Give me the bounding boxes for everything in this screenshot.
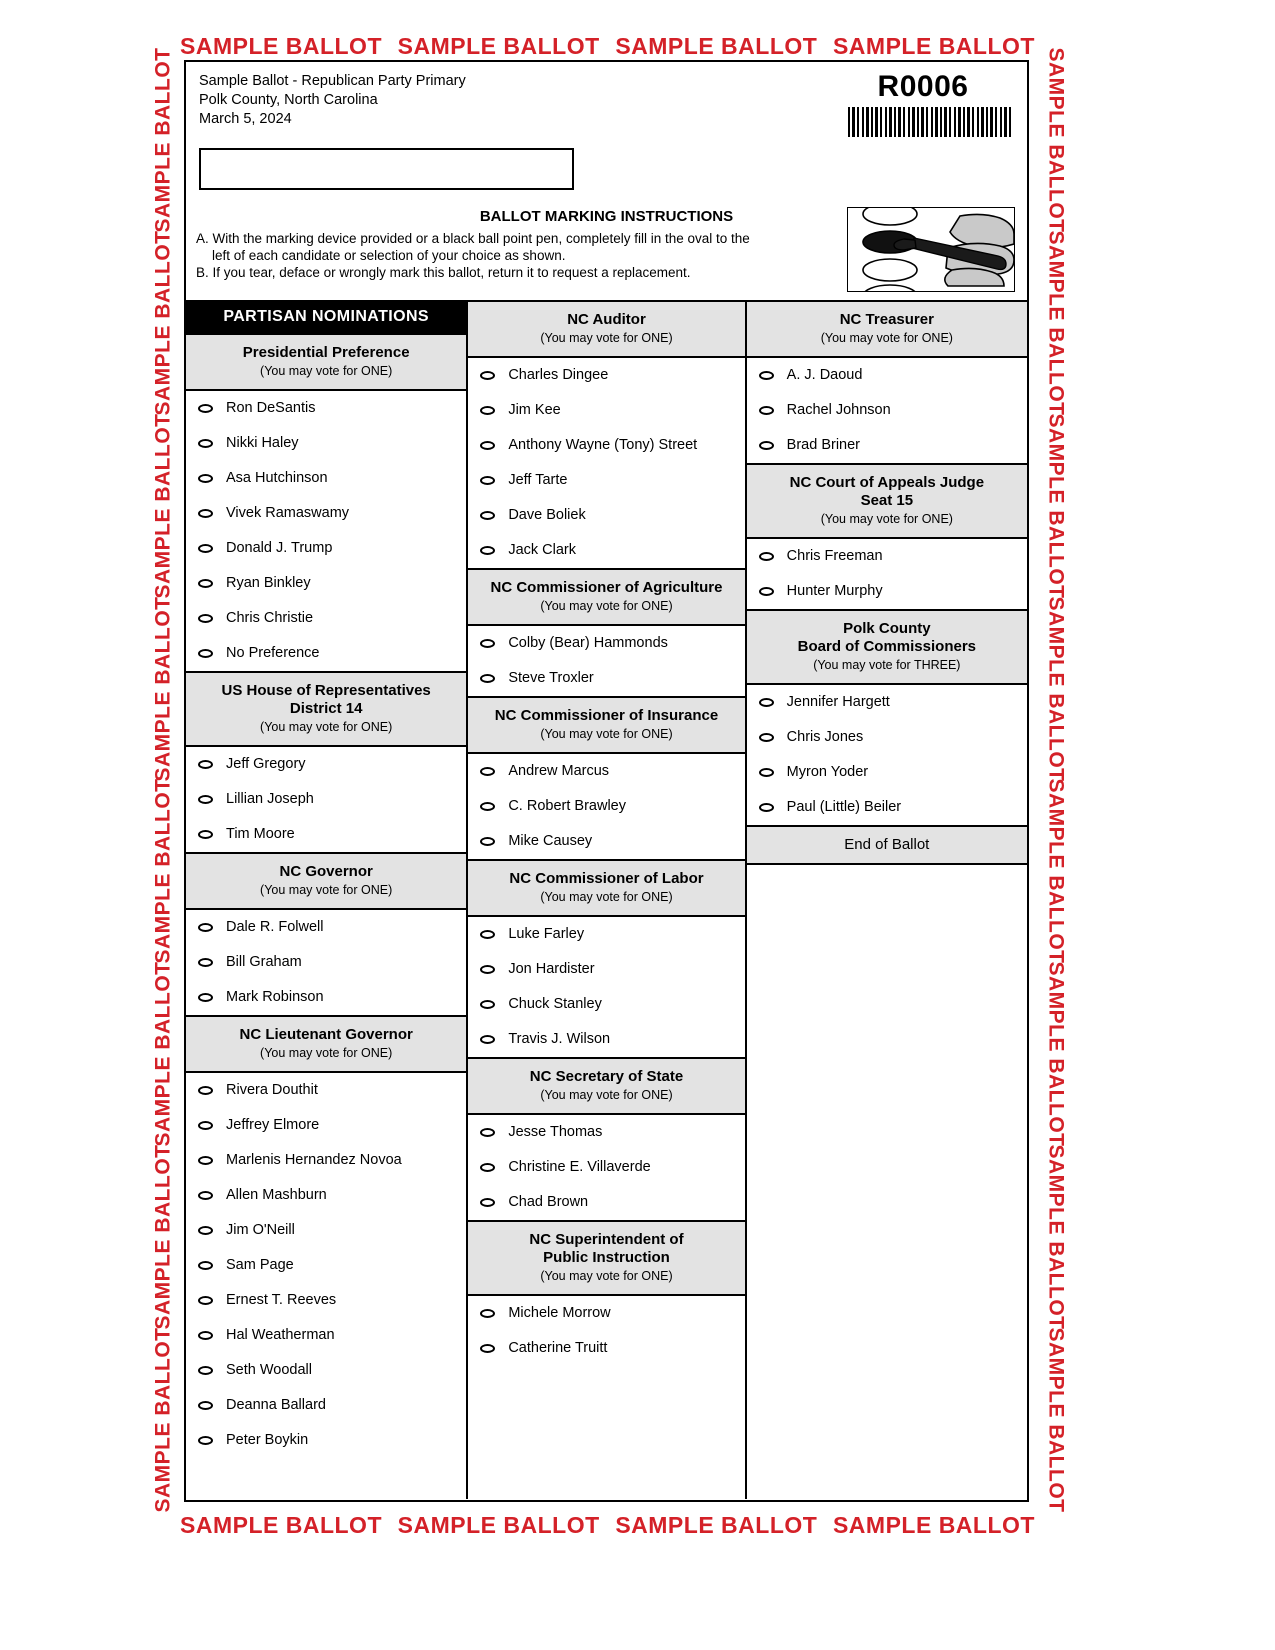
vote-oval-icon[interactable]	[198, 579, 213, 588]
contest-header	[186, 852, 466, 910]
candidate-name: Myron Yoder	[786, 764, 869, 780]
candidate-row[interactable]	[468, 498, 744, 533]
candidate-name: Asa Hutchinson	[226, 470, 328, 486]
candidate-name: Andrew Marcus	[508, 763, 610, 779]
candidate-name: Dave Boliek	[508, 507, 586, 523]
vote-oval-icon[interactable]	[480, 674, 495, 683]
candidate-row[interactable]	[186, 1248, 466, 1283]
candidate-name: Jeff Gregory	[226, 756, 306, 772]
contest-header	[186, 333, 466, 391]
candidate-name: C. Robert Brawley	[508, 798, 626, 814]
watermark-text: SAMPLE BALLOT	[615, 1512, 818, 1538]
candidate-name: Sam Page	[226, 1257, 294, 1273]
contest-vote-instruction: (You may vote for ONE)	[820, 331, 953, 345]
candidate-row[interactable]	[186, 1318, 466, 1353]
candidate-name: Chris Christie	[226, 610, 314, 626]
watermark-column-right	[1034, 47, 1076, 1513]
candidate-name: Ryan Binkley	[226, 575, 311, 591]
contest-title: NC Secretary of State	[529, 1068, 684, 1085]
watermark-slot	[142, 1327, 184, 1513]
candidate-name: Chris Freeman	[786, 548, 883, 564]
contest-vote-instruction: (You may vote for ONE)	[540, 1269, 673, 1283]
candidate-name: Brad Briner	[786, 437, 861, 453]
contest-title: US House of Representatives	[221, 682, 431, 699]
vote-oval-icon[interactable]	[480, 1128, 495, 1137]
vote-oval-icon[interactable]	[198, 760, 213, 769]
watermark-slot	[142, 596, 184, 782]
candidate-name: Christine E. Villaverde	[508, 1159, 651, 1175]
candidate-row[interactable]	[186, 1143, 466, 1178]
watermark-text: SAMPLE BALLOT	[1044, 413, 1067, 599]
instructions-title: BALLOT MARKING INSTRUCTIONS	[479, 208, 734, 225]
watermark-slot	[1034, 230, 1076, 416]
vote-oval-icon[interactable]	[759, 698, 774, 707]
candidate-name: Chris Jones	[786, 729, 864, 745]
contest-title: NC Commissioner of Labor	[509, 870, 704, 887]
candidate-row[interactable]	[186, 945, 466, 980]
candidate-row[interactable]	[468, 393, 744, 428]
watermark-text: SAMPLE BALLOT	[1044, 1327, 1067, 1513]
contest-title-line2: Board of Commissioners	[797, 638, 977, 655]
watermark-text: SAMPLE BALLOT	[397, 1512, 600, 1538]
watermark-text: SAMPLE BALLOT	[397, 33, 600, 59]
candidate-name: Rivera Douthit	[226, 1082, 318, 1098]
candidate-row[interactable]	[468, 917, 744, 952]
candidate-row[interactable]	[186, 817, 466, 852]
watermark-slot	[142, 230, 184, 416]
vote-oval-icon[interactable]	[198, 1436, 213, 1445]
candidate-name: A. J. Daoud	[786, 367, 863, 383]
ballot-title-line2: Polk County, North Carolina	[199, 92, 378, 108]
candidate-row[interactable]	[468, 1331, 744, 1366]
vote-oval-icon[interactable]	[480, 476, 495, 485]
candidate-row[interactable]	[186, 566, 466, 601]
vote-oval-icon[interactable]	[480, 1198, 495, 1207]
watermark-slot	[1034, 1144, 1076, 1330]
contest-header	[468, 859, 744, 917]
candidate-name: Donald J. Trump	[226, 540, 333, 556]
contest-columns	[186, 302, 1027, 1499]
contest-title: NC Superintendent of	[529, 1231, 684, 1248]
candidate-row[interactable]	[186, 1073, 466, 1108]
candidate-name: Travis J. Wilson	[508, 1031, 611, 1047]
contest-title: NC Governor	[279, 863, 373, 880]
candidate-row[interactable]	[186, 782, 466, 817]
candidate-row[interactable]	[186, 1108, 466, 1143]
candidate-name: Dale R. Folwell	[226, 919, 324, 935]
ballot-title-block	[199, 72, 466, 129]
watermark-text: SAMPLE BALLOT	[151, 961, 174, 1147]
candidate-row[interactable]	[468, 1185, 744, 1220]
contest-header	[747, 609, 1027, 685]
contest-header	[186, 671, 466, 747]
candidate-name: Peter Boykin	[226, 1432, 309, 1448]
candidate-name: Jim Kee	[508, 402, 561, 418]
contest-title: Polk County	[843, 620, 931, 637]
end-of-ballot-bar: End of Ballot	[747, 825, 1027, 865]
vote-oval-icon[interactable]	[759, 733, 774, 742]
ballot-frame	[184, 60, 1029, 1502]
candidate-name: Jesse Thomas	[508, 1124, 603, 1140]
candidate-name: Jim O'Neill	[226, 1222, 295, 1238]
candidate-row[interactable]	[468, 1115, 744, 1150]
watermark-text: SAMPLE BALLOT	[1044, 778, 1067, 964]
vote-oval-icon[interactable]	[759, 552, 774, 561]
candidate-row[interactable]	[468, 754, 744, 789]
candidate-name: Hunter Murphy	[786, 583, 883, 599]
vote-oval-icon[interactable]	[759, 371, 774, 380]
ballot-column-right	[747, 302, 1027, 1499]
candidate-name: Steve Troxler	[508, 670, 594, 686]
candidate-row[interactable]	[468, 824, 744, 859]
candidate-name: Seth Woodall	[226, 1362, 312, 1378]
watermark-column-left	[142, 47, 184, 1513]
watermark-slot	[142, 961, 184, 1147]
contest-title: Presidential Preference	[242, 344, 410, 361]
candidate-name: Nikki Haley	[226, 435, 299, 451]
watermark-text: SAMPLE BALLOT	[1044, 230, 1067, 416]
candidate-row[interactable]	[186, 1178, 466, 1213]
contest-vote-instruction: (You may vote for ONE)	[260, 1046, 393, 1060]
vote-oval-icon[interactable]	[198, 1331, 213, 1340]
candidate-row[interactable]	[186, 1213, 466, 1248]
contest-header	[468, 1220, 744, 1296]
vote-oval-icon[interactable]	[198, 795, 213, 804]
watermark-slot	[1034, 1327, 1076, 1513]
contest-vote-instruction: (You may vote for ONE)	[540, 599, 673, 613]
candidate-name: Allen Mashburn	[226, 1187, 327, 1203]
ballot-id-text: R0006	[877, 70, 969, 103]
vote-oval-icon[interactable]	[480, 546, 495, 555]
vote-oval-icon[interactable]	[198, 958, 213, 967]
vote-oval-icon[interactable]	[198, 1086, 213, 1095]
candidate-row[interactable]	[186, 636, 466, 671]
candidate-name: Colby (Bear) Hammonds	[508, 635, 668, 651]
watermark-text: SAMPLE BALLOT	[1044, 1144, 1067, 1330]
watermark-row-top	[180, 33, 1035, 60]
watermark-text: SAMPLE BALLOT	[151, 413, 174, 599]
vote-oval-icon[interactable]	[480, 837, 495, 846]
candidate-row[interactable]	[468, 987, 744, 1022]
candidate-row[interactable]	[186, 426, 466, 461]
vote-oval-icon[interactable]	[480, 1035, 495, 1044]
candidate-name: Ron DeSantis	[226, 400, 316, 416]
vote-oval-icon[interactable]	[198, 1401, 213, 1410]
candidate-name: Deanna Ballard	[226, 1397, 326, 1413]
candidate-name: Michele Morrow	[508, 1305, 611, 1321]
watermark-slot	[142, 1144, 184, 1330]
contest-vote-instruction: (You may vote for ONE)	[260, 720, 393, 734]
contest-vote-instruction: (You may vote for THREE)	[813, 658, 961, 672]
watermark-text: SAMPLE BALLOT	[151, 47, 174, 233]
candidate-row[interactable]	[747, 685, 1027, 720]
contest-vote-instruction: (You may vote for ONE)	[540, 1088, 673, 1102]
ballot-id-block	[833, 70, 1013, 137]
contest-header	[468, 696, 744, 754]
candidate-name: Charles Dingee	[508, 367, 609, 383]
candidate-row[interactable]	[468, 1022, 744, 1057]
candidate-row[interactable]	[747, 539, 1027, 574]
candidate-row[interactable]	[186, 1353, 466, 1388]
partisan-nominations-banner: PARTISAN NOMINATIONS	[186, 302, 466, 333]
watermark-text: SAMPLE BALLOT	[151, 1327, 174, 1513]
vote-oval-icon[interactable]	[480, 1163, 495, 1172]
watermark-text: SAMPLE BALLOT	[151, 596, 174, 782]
candidate-row[interactable]	[186, 496, 466, 531]
candidate-row[interactable]	[468, 661, 744, 696]
vote-oval-icon[interactable]	[198, 923, 213, 932]
vote-oval-icon[interactable]	[198, 474, 213, 483]
vote-oval-icon[interactable]	[198, 1366, 213, 1375]
vote-oval-icon[interactable]	[480, 965, 495, 974]
candidate-name: Anthony Wayne (Tony) Street	[508, 437, 698, 453]
vote-oval-icon[interactable]	[198, 509, 213, 518]
vote-oval-icon[interactable]	[759, 406, 774, 415]
candidate-name: Marlenis Hernandez Novoa	[226, 1152, 402, 1168]
vote-oval-icon[interactable]	[480, 1309, 495, 1318]
watermark-text: SAMPLE BALLOT	[180, 1512, 382, 1538]
candidate-name: Jack Clark	[508, 542, 577, 558]
candidate-name: Mike Causey	[508, 833, 593, 849]
vote-oval-icon[interactable]	[480, 930, 495, 939]
contest-vote-instruction: (You may vote for ONE)	[540, 331, 673, 345]
watermark-text: SAMPLE BALLOT	[151, 778, 174, 964]
watermark-text: SAMPLE BALLOT	[151, 1144, 174, 1330]
candidate-name: Rachel Johnson	[786, 402, 891, 418]
vote-oval-icon[interactable]	[480, 639, 495, 648]
candidate-row[interactable]	[468, 1296, 744, 1331]
candidate-row[interactable]	[186, 461, 466, 496]
voter-information-box[interactable]	[199, 148, 574, 190]
contest-header	[468, 302, 744, 358]
watermark-text: SAMPLE BALLOT	[832, 1512, 1035, 1538]
vote-oval-icon[interactable]	[198, 544, 213, 553]
candidate-row[interactable]	[468, 533, 744, 568]
instructions-body	[196, 230, 856, 281]
candidate-row[interactable]	[186, 980, 466, 1015]
candidate-row[interactable]	[747, 755, 1027, 790]
candidate-row[interactable]	[186, 531, 466, 566]
contest-header	[747, 302, 1027, 358]
candidate-name: Jeffrey Elmore	[226, 1117, 320, 1133]
contest-vote-instruction: (You may vote for ONE)	[260, 364, 393, 378]
vote-oval-icon[interactable]	[480, 441, 495, 450]
vote-oval-icon[interactable]	[198, 404, 213, 413]
contest-vote-instruction: (You may vote for ONE)	[260, 883, 393, 897]
vote-oval-icon[interactable]	[759, 587, 774, 596]
candidate-row[interactable]	[468, 428, 744, 463]
candidate-name: Chuck Stanley	[508, 996, 602, 1012]
vote-oval-icon[interactable]	[480, 371, 495, 380]
vote-oval-icon[interactable]	[480, 1000, 495, 1009]
contest-title: NC Treasurer	[839, 311, 934, 328]
candidate-row[interactable]	[747, 428, 1027, 463]
candidate-row[interactable]	[468, 626, 744, 661]
watermark-text: SAMPLE BALLOT	[180, 33, 382, 59]
candidate-row[interactable]	[747, 574, 1027, 609]
contest-title-line2: Seat 15	[860, 492, 914, 509]
contest-vote-instruction: (You may vote for ONE)	[820, 512, 953, 526]
candidate-name: Vivek Ramaswamy	[226, 505, 350, 521]
hand-marking-oval-icon	[848, 208, 1014, 291]
candidate-name: Lillian Joseph	[226, 791, 314, 807]
ballot-header	[186, 62, 1027, 302]
contest-header	[186, 1015, 466, 1073]
contest-title: NC Court of Appeals Judge	[789, 474, 985, 491]
candidate-row[interactable]	[186, 910, 466, 945]
watermark-slot	[1034, 961, 1076, 1147]
candidate-row[interactable]	[468, 463, 744, 498]
candidate-name: Tim Moore	[226, 826, 295, 842]
ballot-title-line3: March 5, 2024	[199, 111, 292, 127]
candidate-name: Jennifer Hargett	[786, 694, 890, 710]
candidate-row[interactable]	[186, 747, 466, 782]
vote-oval-icon[interactable]	[480, 406, 495, 415]
candidate-name: Jeff Tarte	[508, 472, 568, 488]
watermark-text: SAMPLE BALLOT	[1044, 47, 1067, 233]
watermark-slot	[1034, 413, 1076, 599]
ballot-column-left	[186, 302, 466, 1499]
watermark-slot	[1034, 778, 1076, 964]
candidate-row[interactable]	[186, 1388, 466, 1423]
vote-oval-icon[interactable]	[198, 1121, 213, 1130]
candidate-row[interactable]	[468, 789, 744, 824]
vote-oval-icon[interactable]	[198, 1156, 213, 1165]
candidate-name: Ernest T. Reeves	[226, 1292, 337, 1308]
candidate-name: No Preference	[226, 645, 320, 661]
vote-oval-icon[interactable]	[480, 802, 495, 811]
candidate-row[interactable]	[186, 391, 466, 426]
candidate-name: Jon Hardister	[508, 961, 595, 977]
vote-oval-icon[interactable]	[198, 1191, 213, 1200]
watermark-slot	[142, 778, 184, 964]
contest-title: NC Lieutenant Governor	[239, 1026, 413, 1043]
contest-vote-instruction: (You may vote for ONE)	[540, 890, 673, 904]
candidate-name: Hal Weatherman	[226, 1327, 335, 1343]
contest-vote-instruction: (You may vote for ONE)	[540, 727, 673, 741]
vote-oval-icon[interactable]	[198, 830, 213, 839]
instruction-a-line2: left of each candidate or selection of your choice as shown.	[212, 248, 566, 263]
vote-oval-icon[interactable]	[198, 439, 213, 448]
watermark-text: SAMPLE BALLOT	[832, 33, 1035, 59]
marking-example-illustration	[847, 207, 1015, 292]
contest-title-line2: Public Instruction	[543, 1249, 670, 1266]
vote-oval-icon[interactable]	[480, 1344, 495, 1353]
barcode-image	[848, 107, 1013, 137]
contest-title-line2: District 14	[289, 700, 363, 717]
candidate-name: Catherine Truitt	[508, 1340, 608, 1356]
vote-oval-icon[interactable]	[480, 511, 495, 520]
candidate-row[interactable]	[747, 790, 1027, 825]
contest-header	[468, 1057, 744, 1115]
candidate-row[interactable]	[747, 720, 1027, 755]
watermark-row-bottom	[180, 1512, 1035, 1539]
watermark-text: SAMPLE BALLOT	[1044, 596, 1067, 782]
vote-oval-icon[interactable]	[759, 441, 774, 450]
candidate-name: Luke Farley	[508, 926, 585, 942]
ballot-column-middle	[466, 302, 746, 1499]
vote-oval-icon[interactable]	[198, 614, 213, 623]
watermark-slot	[142, 47, 184, 233]
contest-title: NC Auditor	[567, 311, 646, 328]
candidate-row[interactable]	[747, 393, 1027, 428]
watermark-text: SAMPLE BALLOT	[1044, 961, 1067, 1147]
candidate-name: Bill Graham	[226, 954, 302, 970]
watermark-text: SAMPLE BALLOT	[615, 33, 818, 59]
watermark-text: SAMPLE BALLOT	[151, 230, 174, 416]
candidate-row[interactable]	[468, 1150, 744, 1185]
vote-oval-icon[interactable]	[198, 1296, 213, 1305]
vote-oval-icon[interactable]	[198, 1261, 213, 1270]
watermark-slot	[1034, 47, 1076, 233]
contest-header	[468, 568, 744, 626]
candidate-name: Paul (Little) Beiler	[786, 799, 902, 815]
candidate-row[interactable]	[186, 601, 466, 636]
instruction-a-line1: A. With the marking device provided or a black ball point pen, completely fill in the oval to the	[196, 231, 750, 246]
candidate-name: Chad Brown	[508, 1194, 589, 1210]
vote-oval-icon[interactable]	[759, 803, 774, 812]
vote-oval-icon[interactable]	[759, 768, 774, 777]
candidate-name: Mark Robinson	[226, 989, 324, 1005]
contest-title: NC Commissioner of Agriculture	[490, 579, 723, 596]
candidate-row[interactable]	[468, 952, 744, 987]
vote-oval-icon[interactable]	[198, 649, 213, 658]
candidate-row[interactable]	[186, 1423, 466, 1458]
vote-oval-icon[interactable]	[198, 1226, 213, 1235]
candidate-row[interactable]	[747, 358, 1027, 393]
vote-oval-icon[interactable]	[480, 767, 495, 776]
candidate-row[interactable]	[186, 1283, 466, 1318]
watermark-slot	[1034, 596, 1076, 782]
candidate-row[interactable]	[468, 358, 744, 393]
watermark-slot	[142, 413, 184, 599]
vote-oval-icon[interactable]	[198, 993, 213, 1002]
contest-header	[747, 463, 1027, 539]
instruction-b: B. If you tear, deface or wrongly mark this ballot, return it to request a replacement.	[196, 265, 691, 280]
ballot-title-line1: Sample Ballot - Republican Party Primary	[199, 73, 466, 89]
contest-title: NC Commissioner of Insurance	[494, 707, 719, 724]
